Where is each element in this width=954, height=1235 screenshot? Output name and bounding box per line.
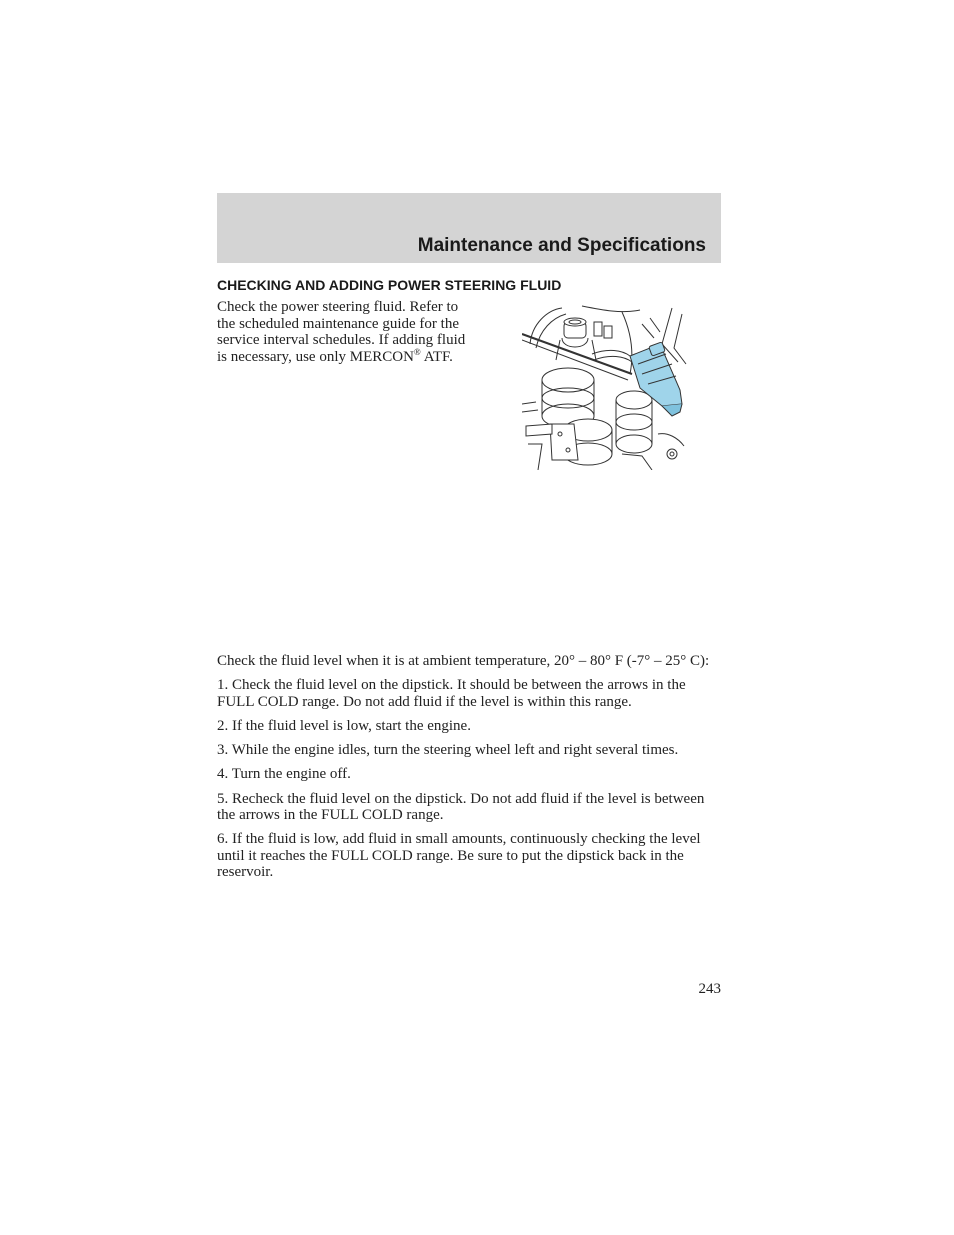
page-number: 243 — [698, 981, 721, 997]
registered-mark: ® — [413, 346, 421, 357]
intro-text-main: Check the power steering fluid. Refer to the scheduled maintenance guide for the service interval schedules. If adding fluid is necessary, use only MERCON — [217, 299, 466, 365]
section-heading: CHECKING AND ADDING POWER STEERING FLUID — [217, 277, 562, 293]
step-5: 5. Recheck the fluid level on the dipstick. Do not add fluid if the level is between the arrows in the FULL COLD range. — [217, 790, 705, 824]
step-4: 4. Turn the engine off. — [217, 766, 351, 783]
paragraph-ambient-temperature: Check the fluid level when it is at ambient temperature, 20° – 80° F (-7° – 25° C): — [217, 653, 710, 669]
engine-compartment-illustration — [522, 304, 688, 470]
page-title: Maintenance and Specifications — [417, 235, 706, 256]
step-2: 2. If the fluid level is low, start the engine. — [217, 717, 471, 734]
engine-compartment-icon — [522, 304, 688, 470]
step-3: 3. While the engine idles, turn the steering wheel left and right several times. — [217, 742, 679, 759]
intro-paragraph — [217, 299, 477, 365]
instructions — [217, 653, 721, 888]
header-band — [217, 193, 721, 263]
step-6: 6. If the fluid is low, add fluid in small amounts, continuously checking the level until it reaches the FULL COLD range. Be sure to put the dipstick back in the reservoir. — [217, 831, 701, 880]
intro-text-end: ATF. — [420, 348, 453, 365]
step-1: 1. Check the fluid level on the dipstick. It should be between the arrows in the FULL COLD range. Do not add fluid if the level is within this range. — [217, 677, 686, 710]
